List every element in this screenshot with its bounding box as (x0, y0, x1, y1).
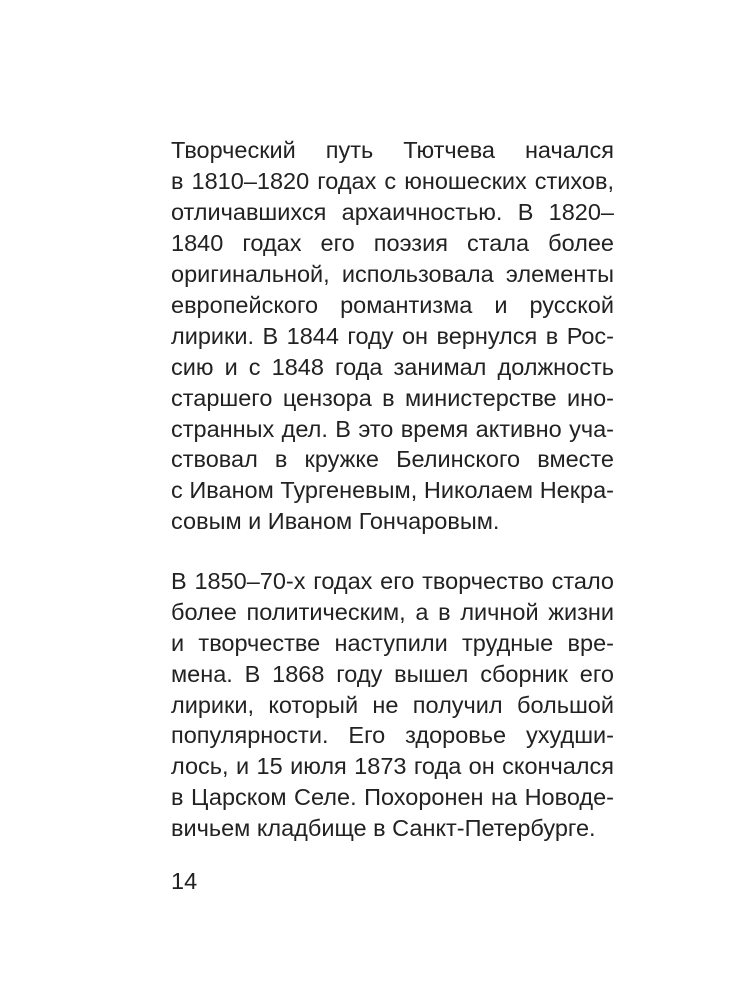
text-line: более политическим, а в личной жизни (171, 599, 614, 625)
text-line: вичьем кладбище в Санкт-Петербурге. (171, 815, 596, 841)
text-line: 1840 годах его поэзия стала более (171, 230, 614, 256)
text-line: в 1810–1820 годах с юношеских стихов, (171, 168, 614, 194)
text-line: совым и Иваном Гончаровым. (171, 508, 500, 534)
text-line: лось, и 15 июля 1873 года он скончался (171, 753, 614, 779)
text-line: оригинальной, использовала элементы (171, 261, 614, 287)
text-line: отличавшихся архаичностью. В 1820– (171, 199, 614, 225)
text-line: старшего цензора в министерстве ино- (171, 385, 614, 411)
text-line: ствовал в кружке Белинского вместе (171, 446, 614, 472)
text-line: в Царском Селе. Похоронен на Новоде- (171, 784, 614, 810)
text-line: сию и с 1848 года занимал должность (171, 354, 614, 380)
text-line: и творчестве наступили трудные вре- (171, 630, 614, 656)
text-line: странных дел. В это время активно уча- (171, 416, 614, 442)
page-number: 14 (171, 868, 198, 894)
text-line: с Иваном Тургеневым, Николаем Некра- (171, 477, 614, 503)
text-line: популярности. Его здоровье ухудши- (171, 722, 614, 748)
text-line: лирики, который не получил большой (171, 692, 614, 718)
text-line: Творческий путь Тютчева начался (171, 137, 614, 163)
text-line: европейского романтизма и русской (171, 292, 614, 318)
text-line: мена. В 1868 году вышел сборник его (171, 661, 614, 687)
text-line: лирики. В 1844 году он вернулся в Рос- (171, 323, 614, 349)
text-line: В 1850–70-х годах его творчество стало (171, 568, 614, 594)
